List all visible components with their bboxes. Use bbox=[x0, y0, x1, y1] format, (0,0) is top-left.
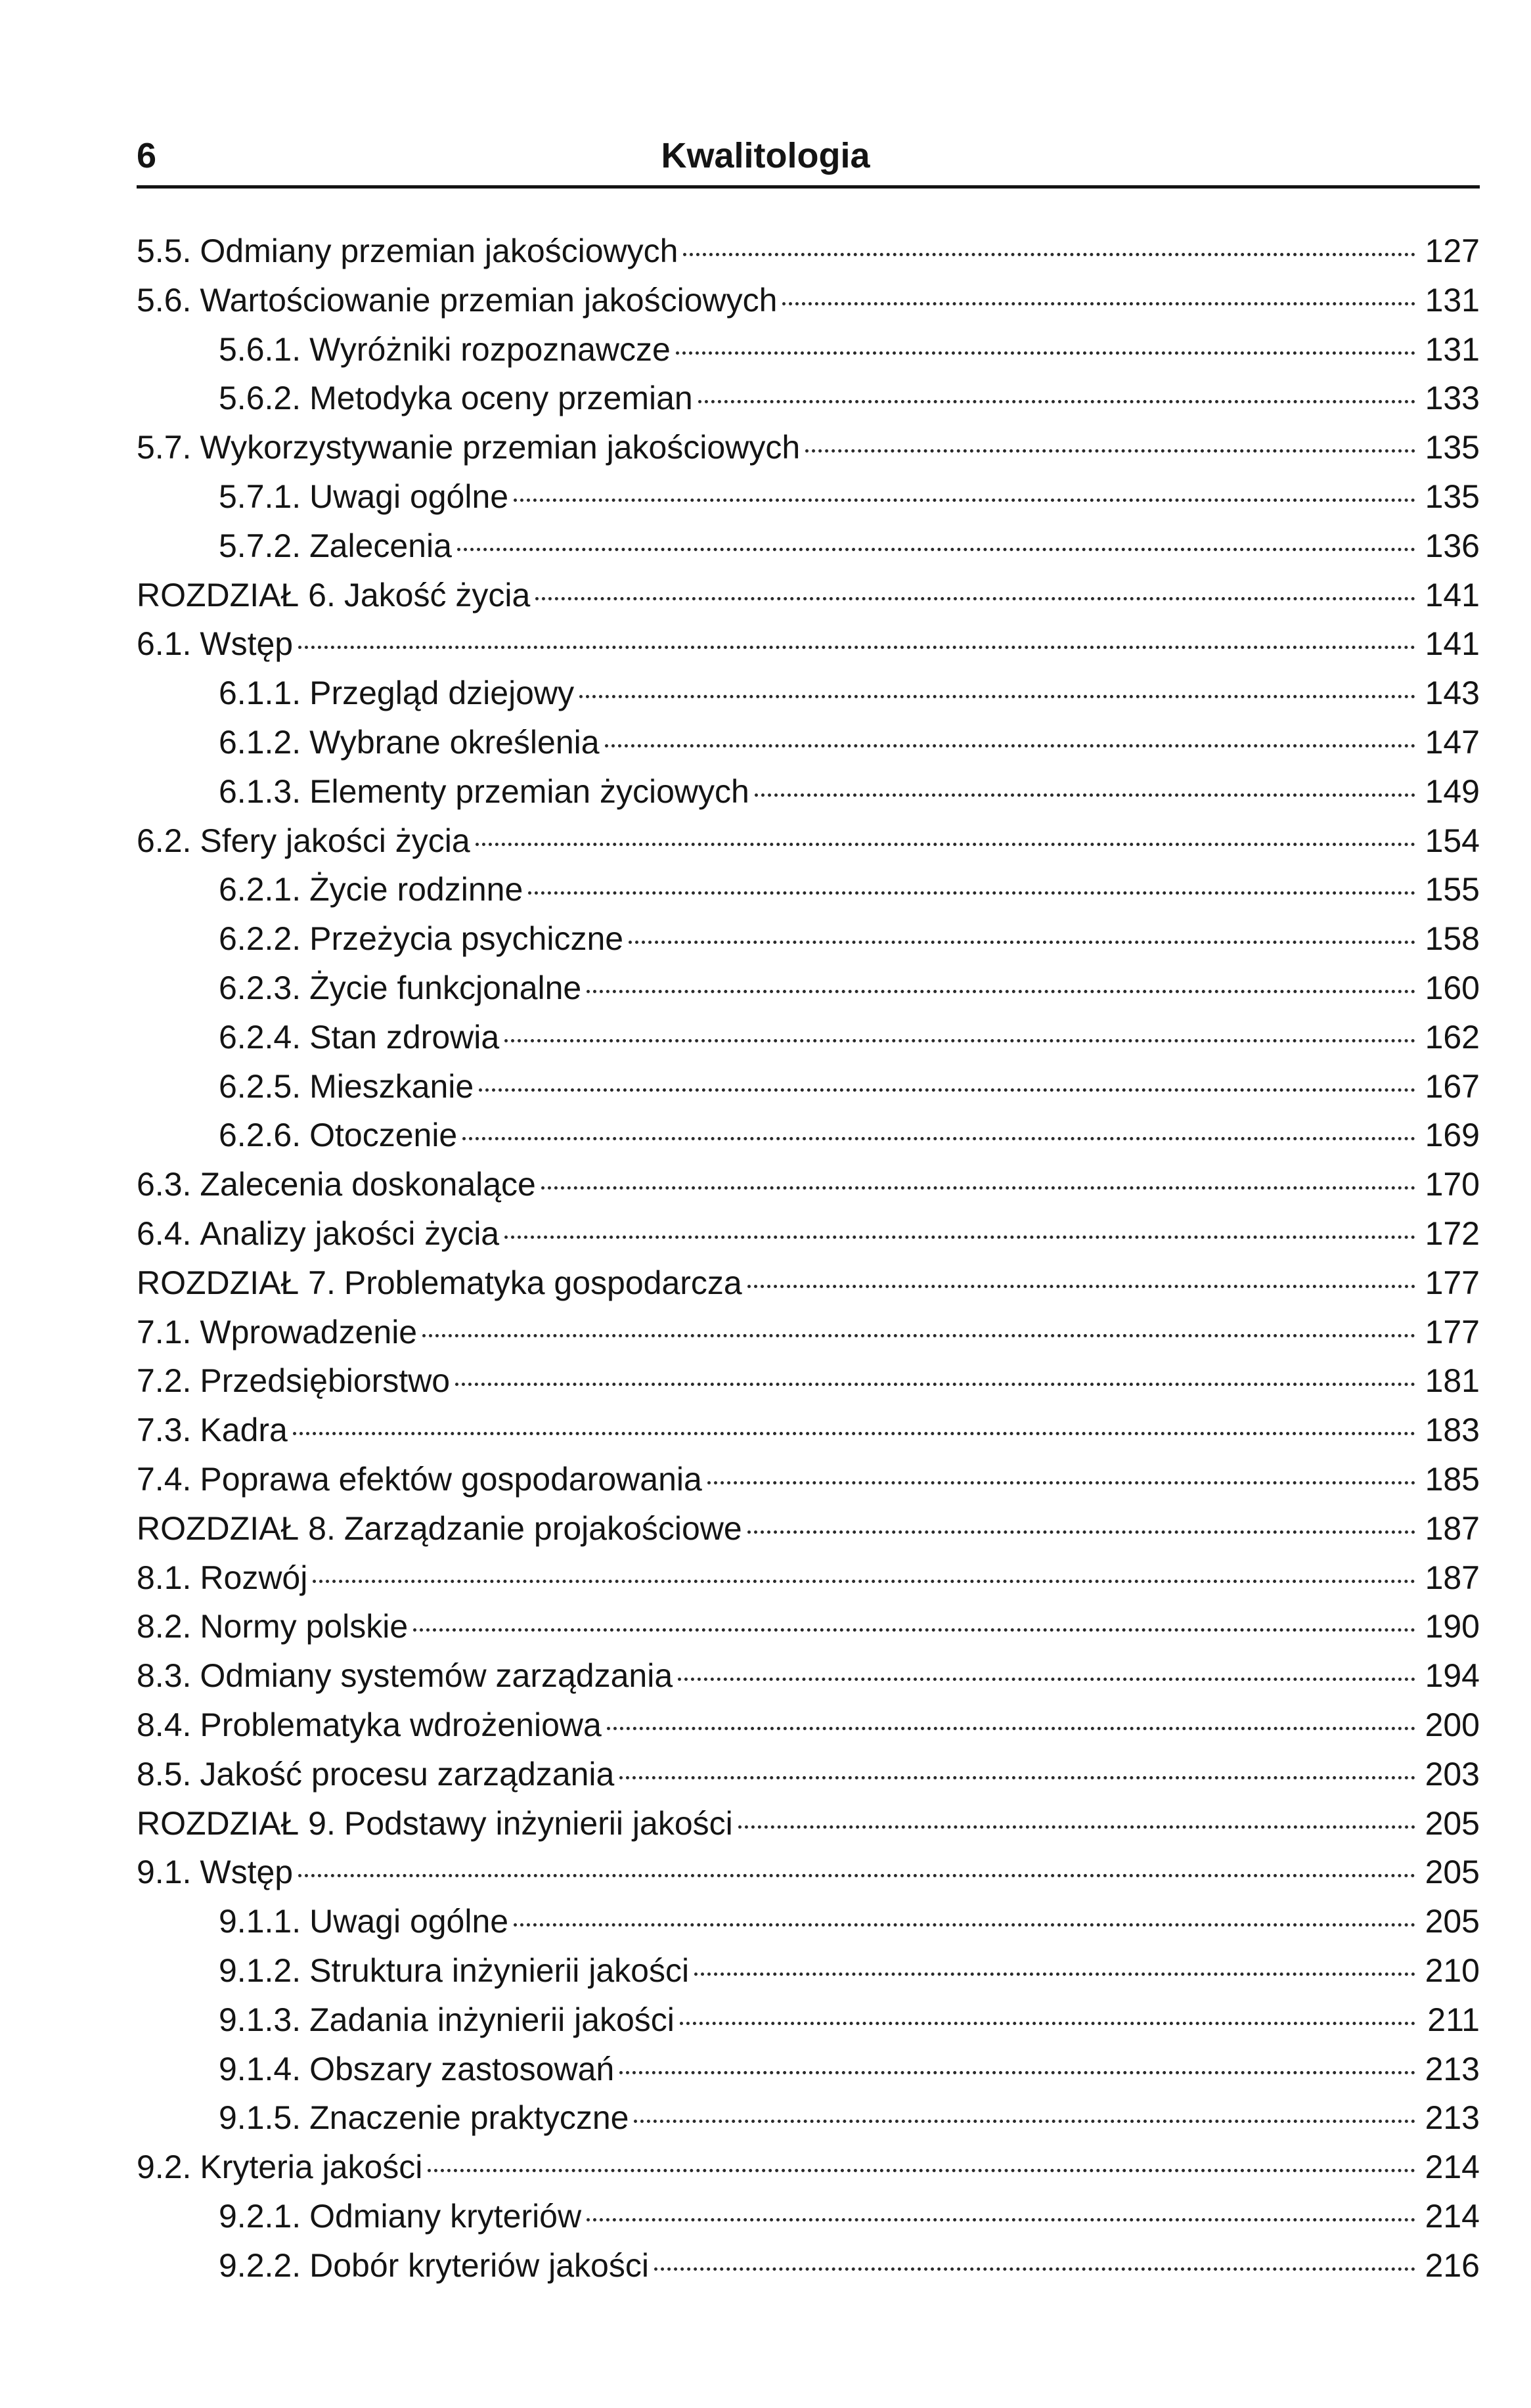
toc-entry-number: 7.4. bbox=[137, 1461, 192, 1498]
toc-entry-number: ROZDZIAŁ 8. bbox=[137, 1510, 336, 1547]
toc-entry-title: Życie rodzinne bbox=[309, 871, 523, 908]
toc-entry bbox=[137, 2241, 1480, 2290]
toc-entry-page: 213 bbox=[1425, 2099, 1480, 2136]
toc-entry-page: 131 bbox=[1425, 331, 1480, 368]
toc-entry-page: 190 bbox=[1425, 1608, 1480, 1645]
toc-entry-title: Obszary zastosowań bbox=[309, 2051, 615, 2087]
dot-leader bbox=[619, 1776, 1415, 1779]
dot-leader bbox=[782, 302, 1415, 305]
toc-entry-title: Zadania inżynierii jakości bbox=[309, 2001, 675, 2038]
toc-entry-title: Kadra bbox=[200, 1412, 288, 1448]
toc-entry bbox=[137, 2192, 1480, 2241]
toc-entry-number: 8.5. bbox=[137, 1756, 192, 1793]
dot-leader bbox=[805, 449, 1415, 453]
dot-leader bbox=[541, 1186, 1415, 1190]
dot-leader bbox=[587, 2218, 1415, 2221]
dot-leader bbox=[514, 499, 1415, 502]
toc-entry-title: Problematyka gospodarcza bbox=[344, 1264, 742, 1301]
toc-entry-number: 6.2.2. bbox=[219, 920, 301, 957]
toc-entry bbox=[137, 1504, 1480, 1553]
toc-entry-page: 216 bbox=[1425, 2247, 1480, 2284]
toc-entry bbox=[137, 374, 1480, 422]
toc-entry-number: 5.7. bbox=[137, 429, 192, 466]
toc-entry-title: Wstęp bbox=[200, 1854, 294, 1890]
dot-leader bbox=[455, 1383, 1415, 1386]
dot-leader bbox=[504, 1236, 1415, 1239]
toc-entry-title: Mieszkanie bbox=[309, 1068, 474, 1105]
toc-entry-title: Odmiany przemian jakościowych bbox=[200, 233, 678, 269]
toc-entry-title: Problematyka wdrożeniowa bbox=[200, 1706, 602, 1743]
toc-entry-number: 9.2.1. bbox=[219, 2198, 301, 2235]
toc-entry-number: 6.2.1. bbox=[219, 871, 301, 908]
toc-entry bbox=[137, 2143, 1480, 2191]
dot-leader bbox=[619, 2071, 1415, 2074]
toc-entry-number: 9.2. bbox=[137, 2149, 192, 2185]
toc-entry-number: 6.1. bbox=[137, 625, 192, 662]
toc-entry-page: 214 bbox=[1425, 2149, 1480, 2185]
toc-entry-title: Odmiany systemów zarządzania bbox=[200, 1657, 673, 1694]
dot-leader bbox=[747, 1285, 1415, 1288]
toc-entry bbox=[137, 669, 1480, 717]
toc-entry bbox=[137, 1209, 1480, 1258]
toc-entry-page: 194 bbox=[1425, 1657, 1480, 1694]
toc-entry-title: Wprowadzenie bbox=[200, 1314, 418, 1350]
toc-entry-title: Rozwój bbox=[200, 1559, 308, 1596]
toc-entry-number: 5.6.1. bbox=[219, 331, 301, 368]
toc-entry-page: 200 bbox=[1425, 1706, 1480, 1743]
toc-entry-number: 6.1.1. bbox=[219, 675, 301, 711]
toc-entry-title: Podstawy inżynierii jakości bbox=[344, 1805, 733, 1842]
toc-entry-title: Analizy jakości życia bbox=[200, 1215, 500, 1252]
toc-entry-page: 213 bbox=[1425, 2051, 1480, 2087]
toc-entry-number: ROZDZIAŁ 6. bbox=[137, 577, 336, 613]
dot-leader bbox=[457, 548, 1415, 551]
toc-entry bbox=[137, 767, 1480, 816]
dot-leader bbox=[694, 1973, 1415, 1976]
toc-entry-title: Odmiany kryteriów bbox=[309, 2198, 582, 2235]
toc-entry bbox=[137, 964, 1480, 1012]
toc-entry bbox=[137, 1651, 1480, 1700]
toc-entry-title: Przedsiębiorstwo bbox=[200, 1362, 451, 1399]
dot-leader bbox=[587, 990, 1415, 993]
toc-entry bbox=[137, 1013, 1480, 1061]
toc-entry-number: 6.2.3. bbox=[219, 970, 301, 1006]
dot-leader bbox=[634, 2120, 1415, 2123]
toc-entry bbox=[137, 1946, 1480, 1995]
toc-entry bbox=[137, 1799, 1480, 1848]
toc-entry-number: 5.6.2. bbox=[219, 380, 301, 416]
toc-entry-page: 135 bbox=[1425, 429, 1480, 466]
toc-entry-page: 203 bbox=[1425, 1756, 1480, 1793]
toc-entry-number: 8.1. bbox=[137, 1559, 192, 1596]
toc-entry bbox=[137, 1160, 1480, 1209]
toc-entry-title: Metodyka oceny przemian bbox=[309, 380, 693, 416]
toc-entry-title: Kryteria jakości bbox=[200, 2149, 423, 2185]
toc-entry-number: 7.1. bbox=[137, 1314, 192, 1350]
dot-leader bbox=[413, 1628, 1415, 1632]
toc-entry bbox=[137, 1996, 1480, 2044]
dot-leader bbox=[707, 1481, 1415, 1484]
toc-entry-title: Otoczenie bbox=[309, 1117, 458, 1153]
toc-entry bbox=[137, 1553, 1480, 1602]
toc-entry bbox=[137, 2093, 1480, 2142]
toc-entry-number: 5.6. bbox=[137, 282, 192, 319]
toc-entry-number: 7.3. bbox=[137, 1412, 192, 1448]
toc-entry bbox=[137, 1062, 1480, 1111]
toc-entry-title: Zalecenia doskonalące bbox=[200, 1166, 536, 1203]
toc-entry bbox=[137, 1455, 1480, 1504]
toc-entry-number: 5.7.1. bbox=[219, 478, 301, 515]
toc-entry-page: 141 bbox=[1425, 625, 1480, 662]
toc-entry-title: Wartościowanie przemian jakościowych bbox=[200, 282, 778, 319]
toc-entry-number: 6.1.3. bbox=[219, 773, 301, 810]
toc-entry-page: 127 bbox=[1425, 233, 1480, 269]
toc-entry bbox=[137, 1111, 1480, 1159]
dot-leader bbox=[678, 1678, 1415, 1681]
toc-entry-page: 141 bbox=[1425, 577, 1480, 613]
toc-entry-title: Życie funkcjonalne bbox=[309, 970, 582, 1006]
toc-entry-title: Jakość procesu zarządzania bbox=[200, 1756, 615, 1793]
toc-entry bbox=[137, 816, 1480, 865]
toc-entry bbox=[137, 1897, 1480, 1946]
dot-leader bbox=[514, 1923, 1415, 1927]
toc-entry-page: 170 bbox=[1425, 1166, 1480, 1203]
toc-entry-page: 177 bbox=[1425, 1264, 1480, 1301]
toc-entry bbox=[137, 1602, 1480, 1651]
toc-entry-number: 6.1.2. bbox=[219, 724, 301, 761]
toc-entry bbox=[137, 522, 1480, 570]
toc-entry-title: Jakość życia bbox=[344, 577, 531, 613]
toc-entry-page: 154 bbox=[1425, 822, 1480, 859]
toc-entry-title: Przegląd dziejowy bbox=[309, 675, 575, 711]
toc-entry-title: Sfery jakości życia bbox=[200, 822, 470, 859]
toc-entry-page: 160 bbox=[1425, 970, 1480, 1006]
toc-entry-title: Zalecenia bbox=[309, 527, 452, 564]
toc-entry-title: Przeżycia psychiczne bbox=[309, 920, 624, 957]
dot-leader bbox=[676, 351, 1415, 355]
toc-entry-number: 9.1.5. bbox=[219, 2099, 301, 2136]
toc-entry-number: 6.2.6. bbox=[219, 1117, 301, 1153]
running-title: Kwalitologia bbox=[661, 136, 870, 175]
toc-entry-number: 9.1.2. bbox=[219, 1952, 301, 1989]
dot-leader bbox=[293, 1432, 1415, 1435]
page-number: 6 bbox=[137, 136, 157, 175]
dot-leader bbox=[422, 1334, 1415, 1337]
toc-entry-number: ROZDZIAŁ 9. bbox=[137, 1805, 336, 1842]
toc-entry-page: 158 bbox=[1425, 920, 1480, 957]
header-rule bbox=[137, 185, 1480, 189]
dot-leader bbox=[479, 1088, 1415, 1092]
dot-leader bbox=[428, 2169, 1415, 2172]
toc-entry bbox=[137, 1406, 1480, 1454]
toc-entry-page: 167 bbox=[1425, 1068, 1480, 1105]
toc-entry bbox=[137, 1701, 1480, 1749]
dot-leader bbox=[607, 1727, 1415, 1730]
toc-entry-page: 172 bbox=[1425, 1215, 1480, 1252]
toc-entry bbox=[137, 472, 1480, 521]
toc-entry bbox=[137, 914, 1480, 963]
toc-entry-title: Znaczenie praktyczne bbox=[309, 2099, 629, 2136]
toc-entry-page: 185 bbox=[1425, 1461, 1480, 1498]
toc-entry-number: 6.2. bbox=[137, 822, 192, 859]
toc-entry-title: Dobór kryteriów jakości bbox=[309, 2247, 649, 2284]
toc-entry-number: 9.1. bbox=[137, 1854, 192, 1890]
toc-entry-title: Uwagi ogólne bbox=[309, 478, 509, 515]
toc-entry-page: 162 bbox=[1425, 1019, 1480, 1056]
toc-entry-page: 131 bbox=[1425, 282, 1480, 319]
toc-entry-page: 147 bbox=[1425, 724, 1480, 761]
toc-entry-number: 6.4. bbox=[137, 1215, 192, 1252]
toc-entry-title: Poprawa efektów gospodarowania bbox=[200, 1461, 702, 1498]
dot-leader bbox=[605, 744, 1415, 747]
toc-entry-page: 187 bbox=[1425, 1510, 1480, 1547]
dot-leader bbox=[654, 2267, 1415, 2271]
toc-entry-title: Normy polskie bbox=[200, 1608, 409, 1645]
toc-entry-number: 7.2. bbox=[137, 1362, 192, 1399]
toc-entry bbox=[137, 1356, 1480, 1405]
toc-entry bbox=[137, 325, 1480, 374]
toc-entry-page: 169 bbox=[1425, 1117, 1480, 1153]
toc-entry-number: 5.5. bbox=[137, 233, 192, 269]
toc-entry-page: 211 bbox=[1427, 2001, 1480, 2038]
dot-leader bbox=[535, 597, 1415, 600]
toc-entry-page: 205 bbox=[1425, 1854, 1480, 1890]
toc-entry-title: Zarządzanie projakościowe bbox=[344, 1510, 742, 1547]
toc-entry-page: 210 bbox=[1425, 1952, 1480, 1989]
toc-entry-number: ROZDZIAŁ 7. bbox=[137, 1264, 336, 1301]
dot-leader bbox=[738, 1825, 1415, 1829]
toc-entry-number: 9.1.1. bbox=[219, 1903, 301, 1940]
toc-entry-title: Wstęp bbox=[200, 625, 294, 662]
toc-entry bbox=[137, 1259, 1480, 1307]
toc-entry-title: Elementy przemian życiowych bbox=[309, 773, 749, 810]
toc-entry-number: 9.2.2. bbox=[219, 2247, 301, 2284]
toc-entry-page: 214 bbox=[1425, 2198, 1480, 2235]
toc-entry-number: 9.1.3. bbox=[219, 2001, 301, 2038]
dot-leader bbox=[698, 400, 1415, 403]
toc-entry-title: Wykorzystywanie przemian jakościowych bbox=[200, 429, 801, 466]
toc-entry bbox=[137, 2045, 1480, 2093]
toc-entry bbox=[137, 227, 1480, 275]
toc-entry-number: 6.2.4. bbox=[219, 1019, 301, 1056]
dot-leader bbox=[747, 1530, 1415, 1534]
toc-entry-title: Wybrane określenia bbox=[309, 724, 600, 761]
dot-leader bbox=[504, 1039, 1415, 1042]
toc-entry bbox=[137, 865, 1480, 914]
toc-entry bbox=[137, 619, 1480, 668]
toc-entry-page: 155 bbox=[1425, 871, 1480, 908]
toc-entry-title: Wyróżniki rozpoznawcze bbox=[309, 331, 671, 368]
toc-entry-number: 5.7.2. bbox=[219, 527, 301, 564]
dot-leader bbox=[528, 891, 1415, 895]
dot-leader bbox=[680, 2022, 1415, 2025]
dot-leader bbox=[755, 793, 1415, 797]
toc-entry bbox=[137, 718, 1480, 767]
dot-leader bbox=[579, 695, 1415, 698]
dot-leader bbox=[683, 253, 1415, 256]
toc-entry bbox=[137, 276, 1480, 324]
dot-leader bbox=[298, 646, 1415, 649]
toc-entry-page: 183 bbox=[1425, 1412, 1480, 1448]
toc-entry bbox=[137, 1848, 1480, 1896]
dot-leader bbox=[629, 941, 1415, 944]
toc-entry-page: 187 bbox=[1425, 1559, 1480, 1596]
toc-entry-page: 149 bbox=[1425, 773, 1480, 810]
toc-entry bbox=[137, 423, 1480, 472]
dot-leader bbox=[298, 1874, 1415, 1877]
dot-leader bbox=[462, 1137, 1415, 1140]
toc-entry-number: 6.3. bbox=[137, 1166, 192, 1203]
toc-entry-number: 8.2. bbox=[137, 1608, 192, 1645]
toc-entry-page: 205 bbox=[1425, 1903, 1480, 1940]
toc-entry-title: Uwagi ogólne bbox=[309, 1903, 509, 1940]
toc-entry-title: Struktura inżynierii jakości bbox=[309, 1952, 690, 1989]
toc-entry bbox=[137, 1750, 1480, 1798]
toc-entry-title: Stan zdrowia bbox=[309, 1019, 500, 1056]
toc-entry-number: 6.2.5. bbox=[219, 1068, 301, 1105]
toc-entry-page: 205 bbox=[1425, 1805, 1480, 1842]
toc-entry-page: 136 bbox=[1425, 527, 1480, 564]
dot-leader bbox=[313, 1580, 1415, 1583]
toc-entry-page: 133 bbox=[1425, 380, 1480, 416]
toc-entry-page: 143 bbox=[1425, 675, 1480, 711]
toc-entry-page: 181 bbox=[1425, 1362, 1480, 1399]
toc-entry-number: 9.1.4. bbox=[219, 2051, 301, 2087]
toc-entry-number: 8.3. bbox=[137, 1657, 192, 1694]
toc-entry-number: 8.4. bbox=[137, 1706, 192, 1743]
toc-entry bbox=[137, 1308, 1480, 1356]
toc-entry-page: 177 bbox=[1425, 1314, 1480, 1350]
toc-entry-page: 135 bbox=[1425, 478, 1480, 515]
toc-entry bbox=[137, 571, 1480, 619]
dot-leader bbox=[476, 843, 1415, 846]
